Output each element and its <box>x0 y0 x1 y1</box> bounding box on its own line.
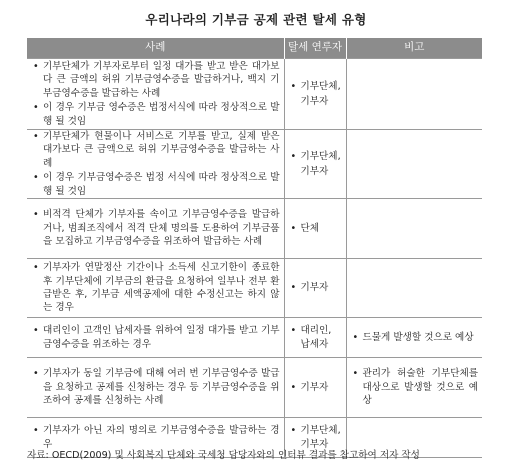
bullet-marker: • <box>33 102 39 114</box>
bullet-marker: • <box>33 60 39 72</box>
bullet-text: 기부자가 동일 기부금에 대해 여러 번 기부금영수증 발급을 요청하고 공제를 신청하는 경우 등 기부금영수증을 위조하여 공제를 신청하는 사례 <box>43 368 280 407</box>
bullet-item <box>285 338 346 351</box>
cell-party <box>284 259 346 318</box>
bullet-text: 기부자 <box>300 439 329 451</box>
cell-party <box>284 358 346 418</box>
bullet-text: 기부자 <box>300 165 329 177</box>
bullet-item <box>27 324 284 351</box>
bullet-marker: • <box>290 282 297 294</box>
table-title: 우리나라의 기부금 공제 관련 탈세 유형 <box>145 12 367 27</box>
bullet-item <box>27 171 284 198</box>
bullet-marker: • <box>290 424 297 436</box>
bullet-marker: • <box>33 262 39 274</box>
table-row <box>27 358 482 418</box>
bullet-marker: • <box>33 172 39 184</box>
bullet-marker: • <box>33 325 39 337</box>
bullet-text: 이 경우 기부금 영수증은 법정서식에 따라 정상적으로 발행 될 것임 <box>43 102 280 127</box>
table-row <box>27 199 482 259</box>
bullet-item <box>285 150 346 163</box>
header-case: 사례 <box>27 38 284 59</box>
bullet-text: 기부단체, <box>300 424 341 436</box>
tax-evasion-table <box>27 38 482 458</box>
bullet-marker: • <box>33 131 39 142</box>
bullet-text: 납세자 <box>300 339 329 351</box>
bullet-text: 단체 <box>300 222 320 234</box>
cell-note <box>346 59 482 130</box>
cell-case <box>27 130 284 199</box>
bullet-item <box>27 367 284 407</box>
header-note: 비고 <box>346 38 482 59</box>
bullet-item <box>27 60 284 100</box>
bullet-item <box>347 367 483 407</box>
bullet-text: 기부자 <box>300 282 329 294</box>
cell-case <box>27 59 284 130</box>
bullet-marker: • <box>290 222 297 234</box>
bullet-text: 비적격 단체가 기부자를 속이고 기부금영수증을 발급하거나, 범죄조직에서 적격 단체 명의를 도용하여 기부금품을 모집하고 기부금영수증을 위조하여 발급하는 사례 <box>43 209 280 248</box>
bullet-text: 대리인이 고객인 납세자를 위하여 일정 대가를 받고 기부금영수증을 위조하는 경우 <box>43 325 280 350</box>
cell-note <box>346 199 482 259</box>
bullet-text: 대리인, <box>300 324 332 336</box>
cell-note <box>346 358 482 418</box>
bullet-marker: • <box>290 81 297 93</box>
bullet-text: 기부단체가 기부자로부터 일정 대가를 받고 받은 대가보다 큰 금액의 허위 기부금영수증을 발급하거나, 백지 기부금영수증을 발급하는 사례 <box>43 60 280 99</box>
bullet-marker: • <box>33 209 39 221</box>
bullet-item <box>27 130 284 170</box>
cell-party <box>284 318 346 358</box>
bullet-marker: • <box>33 425 39 437</box>
bullet-text: 기부단체, <box>300 151 341 163</box>
bullet-text: 기부자 <box>300 381 329 393</box>
cell-note <box>346 318 482 358</box>
table-header-row <box>27 38 482 59</box>
table-row <box>27 59 482 130</box>
bullet-marker: • <box>290 381 297 393</box>
bullet-item <box>285 95 346 108</box>
cell-case <box>27 259 284 318</box>
cell-note <box>346 259 482 318</box>
bullet-text: 기부자 <box>300 95 329 107</box>
bullet-item <box>27 261 284 315</box>
bullet-text: 기부자가 아닌 자의 명의로 기부금영수증을 발급하는 경우 <box>43 425 280 450</box>
bullet-item <box>285 424 346 437</box>
table-body <box>27 59 482 458</box>
bullet-marker: • <box>290 324 297 336</box>
cell-case <box>27 358 284 418</box>
bullet-item <box>27 101 284 128</box>
bullet-text: 드물게 발생할 것으로 예상 <box>362 331 474 343</box>
bullet-text: 기부단체가 현물이나 서비스로 기부를 받고, 실제 받은 대가보다 큰 금액으로 허위 기부금영수증을 발급하는 사례 <box>43 131 280 169</box>
source-note: 자료: OECD(2009) 및 사회복지 단체와 국세청 담당자와의 인터뷰 결과를 참고하여 저자 작성 <box>27 450 420 461</box>
cell-case <box>27 318 284 358</box>
cell-note <box>346 130 482 199</box>
bullet-text: 기부자가 연말정산 기간이나 소득세 신고기한이 종료한 후 기부단체에 기부금의 환급을 요청하여 일부나 전부 환급받은 후, 기부금 세액공제에 대한 수정신고는 하지 않는 경우 <box>43 262 280 314</box>
cell-party <box>284 199 346 259</box>
bullet-item <box>285 281 346 294</box>
bullet-marker: • <box>290 151 297 163</box>
bullet-text: 관리가 허술한 기부단체를 대상으로 발생할 것으로 예상 <box>362 368 478 407</box>
bullet-marker: • <box>352 368 359 380</box>
table-row <box>27 259 482 318</box>
cell-party <box>284 59 346 130</box>
bullet-item <box>27 208 284 248</box>
header-party: 탈세 연루자 <box>284 38 346 59</box>
bullet-item <box>347 331 483 344</box>
bullet-text: 기부단체, <box>300 81 341 93</box>
bullet-item <box>285 381 346 394</box>
bullet-item <box>285 165 346 178</box>
bullet-item <box>285 324 346 337</box>
table-row <box>27 318 482 358</box>
bullet-marker: • <box>33 368 39 380</box>
bullet-item <box>285 222 346 235</box>
bullet-text: 이 경우 기부금영수증은 법정 서식에 따라 정상적으로 발행 될 것임 <box>43 172 280 197</box>
table-row <box>27 130 482 199</box>
cell-party <box>284 130 346 199</box>
bullet-marker: • <box>352 331 359 343</box>
cell-case <box>27 199 284 259</box>
bullet-item <box>285 80 346 93</box>
